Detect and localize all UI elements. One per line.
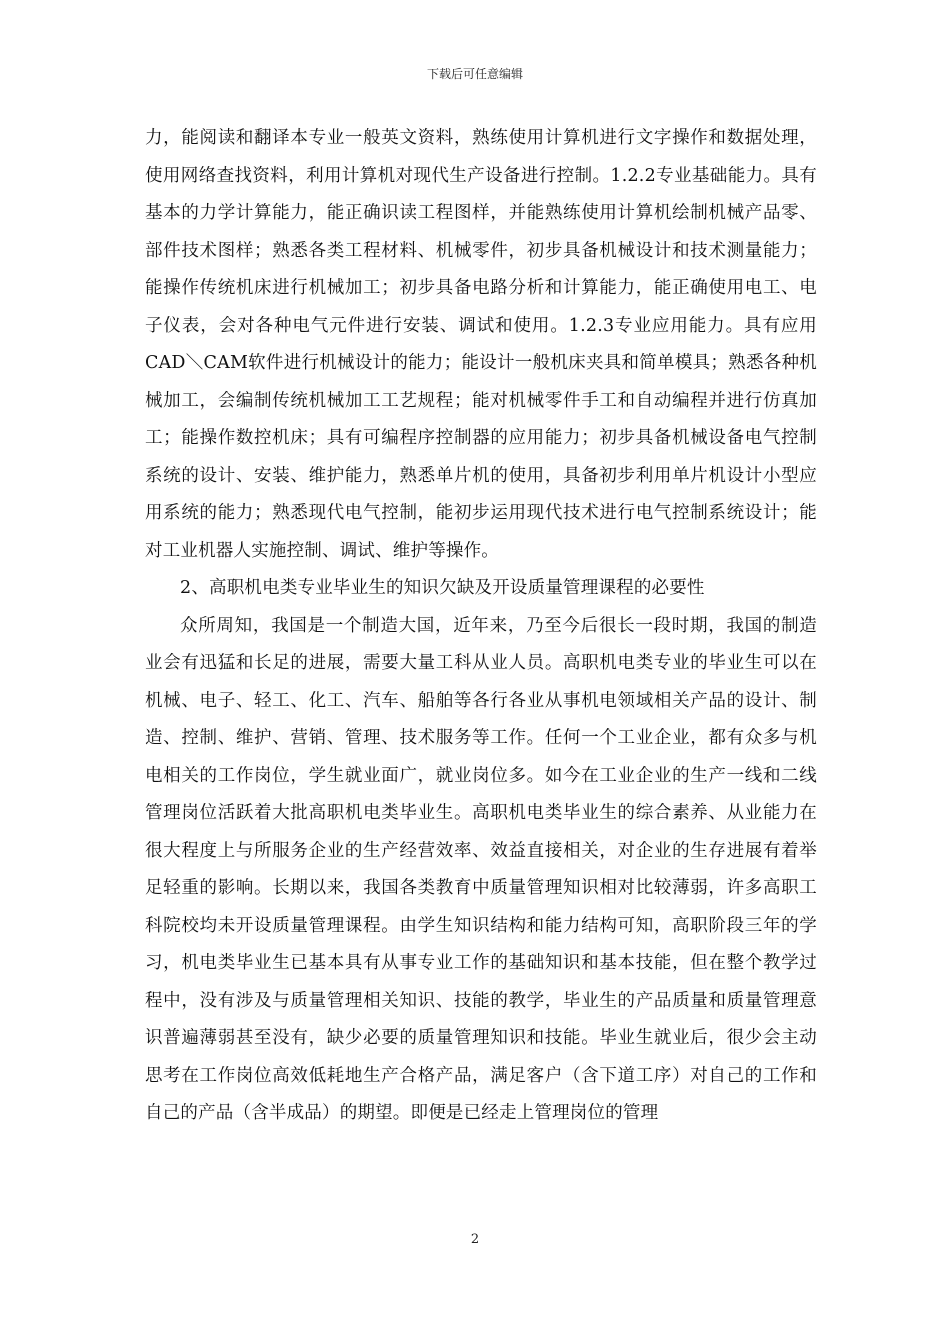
section-heading: 2、高职机电类专业毕业生的知识欠缺及开设质量管理课程的必要性 [180, 578, 705, 598]
document-body [145, 120, 817, 1133]
paragraph: 众所周知，我国是一个制造大国，近年来，乃至今后很长一段时期，我国的制造业会有迅猛和长足的进展，需要大量工科从业人员。高职机电类专业的毕业生可以在机械、电子、轻工、化工、汽车、船舶等各行各业从事机电领域相关产品的设计、制造、控制、维护、营销、管理、技术服务等工作。任何一个工业企业，都有众多与机电相关的工作岗位，学生就业面广，就业岗位多。如今在工业企业的生产一线和二线管理岗位活跃着大批高职机电类毕业生。高职机电类毕业生的综合素养、从业能力在很大程度上与所服务企业的生产经营效率、效益直接相关，对企业的生存进展有着举足轻重的影响。长期以来，我国各类教育中质量管理知识相对比较薄弱，许多高职工科院校均未开设质量管理课程。由学生知识结构和能力结构可知，高职阶段三年的学习，机电类毕业生已基本具有从事专业工作的基础知识和基本技能，但在整个教学过程中，没有涉及与质量管理相关知识、技能的教学，毕业生的产品质量和质量管理意识普遍薄弱甚至没有，缺少必要的质量管理知识和技能。毕业生就业后，很少会主动思考在工作岗位高效低耗地生产合格产品，满足客户（含下道工序）对自己的工作和自己的产品（含半成品）的期望。即便是已经走上管理岗位的管理 [145, 615, 817, 1123]
page-header: 下载后可任意编辑 [426, 67, 523, 81]
page-number: 2 [470, 1232, 480, 1247]
paragraph-continuation: 力，能阅读和翻译本专业一般英文资料，熟练使用计算机进行文字操作和数据处理，使用网络查找资料，利用计算机对现代生产设备进行控制。1.2.2专业基础能力。具有基本的力学计算能力，能正确识读工程图样，并能熟练使用计算机绘制机械产品零、部件技术图样；熟悉各类工程材料、机械零件，初步具备机械设计和技术测量能力；能操作传统机床进行机械加工；初步具备电路分析和计算能力，能正确使用电工、电子仪表，会对各种电气元件进行安装、调试和使用。1.2.3专业应用能力。具有应用CAD＼CAM软件进行机械设计的能力；能设计一般机床夹具和简单模具；熟悉各种机械加工，会编制传统机械加工工艺规程；能对机械零件手工和自动编程并进行仿真加工；能操作数控机床；具有可编程序控制器的应用能力；初步具备机械设备电气控制系统的设计、安装、维护能力，熟悉单片机的使用，具备初步利用单片机设计小型应用系统的能力；熟悉现代电气控制，能初步运用现代技术进行电气控制系统设计；能对工业机器人实施控制、调试、维护等操作。 [145, 128, 817, 561]
